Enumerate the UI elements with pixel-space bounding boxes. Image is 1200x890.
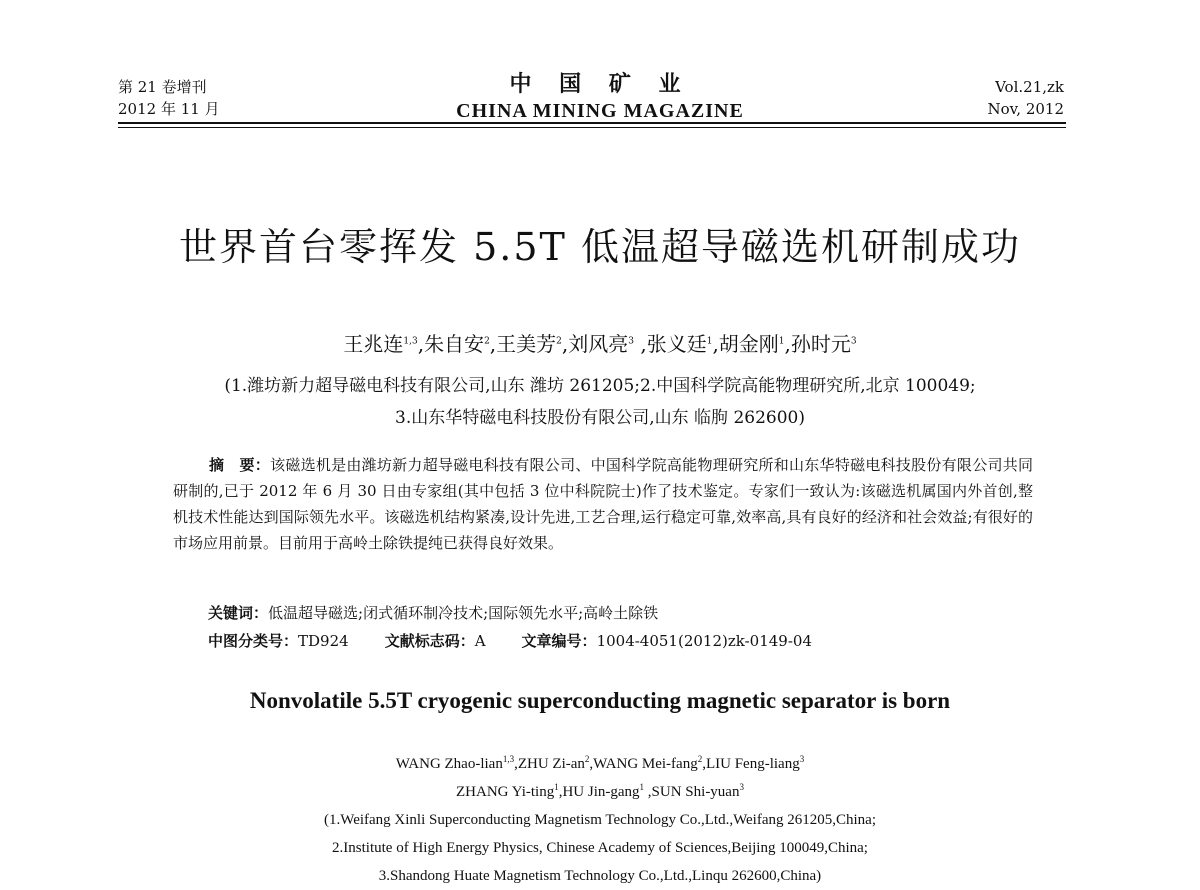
doc-code-label: 文献标志码： bbox=[384, 632, 475, 650]
author-line-en-1 bbox=[0, 750, 1200, 778]
author-affiliation-mark: 1,3 bbox=[502, 754, 515, 764]
author-affiliation-mark: 3 bbox=[628, 336, 634, 347]
author-separator: , bbox=[589, 756, 594, 772]
author-separator: , bbox=[417, 332, 425, 356]
author-name: WANG Zhao-lian bbox=[395, 756, 503, 772]
author-affiliation-mark: 2 bbox=[697, 754, 703, 764]
header-right bbox=[987, 76, 1064, 120]
author-name: 朱自安 bbox=[424, 332, 485, 356]
volume-cn: 第 21 卷增刊 bbox=[118, 78, 207, 96]
article-id-label: 文章编号： bbox=[521, 632, 597, 650]
affiliations-cn bbox=[0, 370, 1200, 434]
author-separator: , bbox=[489, 332, 497, 356]
abstract-label: 摘 要： bbox=[209, 456, 271, 474]
author-name: 刘风亮 bbox=[568, 332, 629, 356]
author-affiliation-mark: 2 bbox=[584, 754, 590, 764]
author-separator: , bbox=[712, 332, 719, 356]
affiliation-en-line: 3.Shandong Huate Magnetism Technology Co.,Ltd.,Linqu 262600,China) bbox=[378, 868, 822, 884]
keywords-cn bbox=[208, 600, 658, 626]
author-affiliation-mark: 1 bbox=[639, 782, 645, 792]
clc-value: TD924 bbox=[298, 632, 349, 650]
affiliation-en-line: 2.Institute of High Energy Physics, Chinese Academy of Sciences,Beijing 100049,China; bbox=[332, 840, 868, 856]
author-separator: , bbox=[784, 332, 791, 356]
affiliations-en bbox=[0, 806, 1200, 890]
date-cn: 2012 年 11 月 bbox=[118, 100, 220, 118]
author-affiliation-mark: 3 bbox=[850, 336, 857, 347]
keywords-label: 关键词： bbox=[208, 604, 269, 622]
author-name: 王美芳 bbox=[496, 332, 557, 356]
affiliation-cn-line: 3.山东华特磁电科技股份有限公司,山东 临朐 262600) bbox=[395, 408, 805, 428]
author-affiliation-mark: 1 bbox=[706, 336, 713, 347]
author-name: 张义廷 bbox=[646, 332, 707, 356]
author-list-cn bbox=[0, 330, 1200, 358]
author-line-en-2 bbox=[0, 778, 1200, 806]
header-rule-thin bbox=[118, 127, 1066, 128]
author-separator: , bbox=[644, 784, 652, 800]
abstract-text: 该磁选机是由潍坊新力超导磁电科技有限公司、中国科学院高能物理研究所和山东华特磁电科技股份有限公司共同研制的,已于 2012 年 6 月 30 日由专家组(其中包括 3 位中科院院士)作了技术鉴定。专家们一致认为:该磁选机属国内外首创,整机技术性能达到国际领先水平。该磁选机结构紧凑,设计先进,工艺合理,运行稳定可靠,效率高,具有良好的经济和社会效益;有很好的市场应用前景。目前用于高岭土除铁提纯已获得良好效果。 bbox=[173, 456, 1033, 552]
article-id-value: 1004-4051(2012)zk-0149-04 bbox=[596, 632, 812, 650]
author-separator: , bbox=[702, 756, 706, 772]
author-separator: , bbox=[633, 332, 647, 356]
author-name: 王兆连 bbox=[343, 332, 404, 356]
doc-code-value: A bbox=[474, 632, 486, 650]
author-separator: , bbox=[558, 784, 563, 800]
author-name: ZHANG Yi-ting bbox=[456, 784, 555, 800]
author-affiliation-mark: 3 bbox=[799, 754, 805, 764]
author-name: 胡金刚 bbox=[718, 332, 779, 356]
author-name: SUN Shi-yuan bbox=[651, 784, 740, 800]
volume-en: Vol.21,zk bbox=[995, 78, 1064, 96]
affiliation-en-line: (1.Weifang Xinli Superconducting Magnetism Technology Co.,Ltd.,Weifang 261205,China; bbox=[324, 812, 876, 828]
classification-line bbox=[208, 628, 812, 654]
header-left bbox=[118, 76, 220, 120]
journal-masthead bbox=[400, 70, 800, 124]
author-affiliation-mark: 3 bbox=[739, 782, 744, 792]
author-separator: , bbox=[561, 332, 569, 356]
author-affiliation-mark: 1 bbox=[554, 782, 559, 792]
author-name: 孙时元 bbox=[790, 332, 851, 356]
author-list-en bbox=[0, 750, 1200, 806]
author-name: WANG Mei-fang bbox=[593, 756, 698, 772]
clc-label: 中图分类号： bbox=[208, 632, 299, 650]
author-separator: , bbox=[514, 756, 518, 772]
author-affiliation-mark: 2 bbox=[556, 336, 562, 347]
author-affiliation-mark: 1 bbox=[778, 336, 785, 347]
affiliation-cn-line: (1.潍坊新力超导磁电科技有限公司,山东 潍坊 261205;2.中国科学院高能物理研究所,北京 100049; bbox=[224, 376, 976, 396]
author-name: ZHU Zi-an bbox=[517, 756, 585, 772]
date-en: Nov, 2012 bbox=[987, 100, 1064, 118]
keywords-text: 低温超导磁选;闭式循环制冷技术;国际领先水平;高岭土除铁 bbox=[268, 604, 659, 622]
author-affiliation-mark: 2 bbox=[484, 336, 490, 347]
author-name: HU Jin-gang bbox=[562, 784, 640, 800]
abstract-cn bbox=[173, 452, 1033, 556]
journal-name-cn: 中 国 矿 业 bbox=[509, 71, 691, 97]
article-title-en: Nonvolatile 5.5T cryogenic superconducting magnetic separator is born bbox=[249, 688, 951, 713]
article-title-cn: 世界首台零挥发 5.5T 低温超导磁选机研制成功 bbox=[179, 225, 1021, 269]
journal-name-en: CHINA MINING MAGAZINE bbox=[456, 100, 744, 122]
author-name: LIU Feng-liang bbox=[705, 756, 800, 772]
header-rule-thick bbox=[118, 122, 1066, 124]
author-affiliation-mark: 1,3 bbox=[403, 336, 418, 347]
